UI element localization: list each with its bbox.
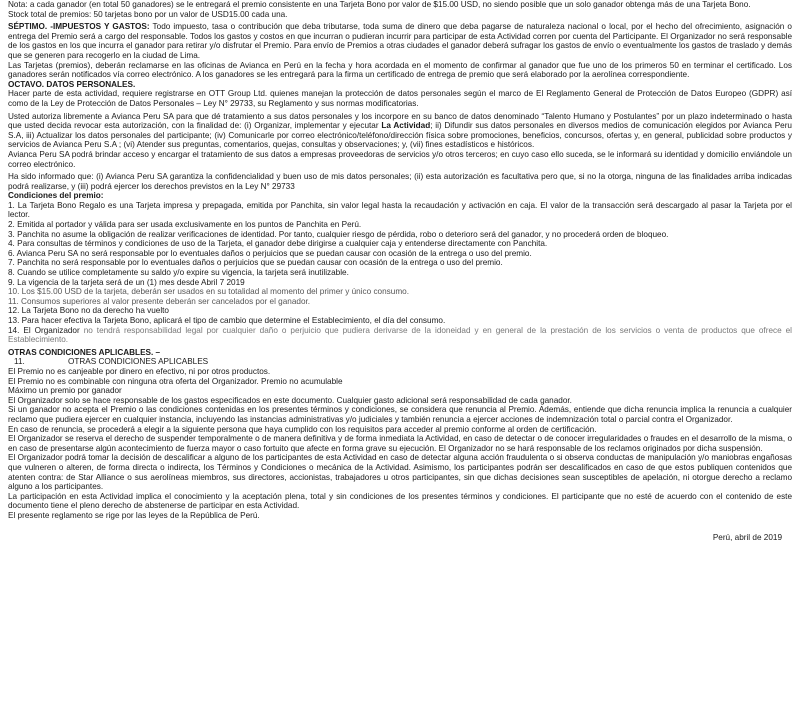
line-canjeable: El Premio no es canjeable por dinero en efectivo, ni por otros productos. (8, 366, 271, 376)
paragraph-suspender: El Organizador se reserva el derecho de suspender temporalmente o de manera definitiva y de forma inmediata la Actividad, en caso de detectar o de conocer irregularidades o fraudes en el desarrollo de la misma, o en caso de presentarse algún acontecimiento de fuerza mayor o caso fortuito que afecte en forma grave su ejecución. El Organizador no se hará responsable de los reclamos originados por dicha suspensión. (8, 434, 792, 453)
paragraph-informado: Ha sido informado que: (i) Avianca Peru SA garantiza la confidencialidad y buen uso de mis datos personales; (ii) esta autorización es facultativa pero que, si no la otorga, ninguna de las finalidades arriba indicadas podrá realizarse, y (iii) podrá ejercer los derechos previstos en la Ley N° 29733 (8, 172, 792, 191)
line-maximo: Máximo un premio por ganador (8, 386, 122, 396)
paragraph-caso-renuncia: En caso de renuncia, se procederá a elegir a la siguiente persona que haya cumplido con los requisitos para acceder al premio conforme al orden de certificación. (8, 424, 597, 434)
signature-date: Perú, abril de 2019 (712, 533, 782, 543)
line-gastos: El Organizador solo se hace responsable de los gastos especificados en este documento. Cualquier gasto adicional será responsabilidad de cada ganador. (8, 395, 572, 405)
condition-item-7: 7. Panchita no será responsable por lo eventuales daños o perjuicios que se puedan causar con ocasión de la entrega o uso del premio. (8, 258, 503, 268)
autorizacion-text-1: Usted autoriza libremente a Avianca Peru SA para que dé tratamiento a sus datos personales y los incorpore en su banco de datos denominado “Talento Humano y Postulantes” por un plazo indeterminado o hasta que usted decida revocar esta autorización, con la finalidad de: (i) Organizar, implementar y ejecutar (8, 111, 792, 131)
paragraph-acceso-terceros: Avianca Peru SA podrá brindar acceso y encargar el tratamiento de sus datos a empresas proveedoras de servicios y/o otros terceros; en cuyo caso ello suceda, se le informará su identidad y domicilio enviándole un correo electrónico. (8, 149, 792, 169)
condition-item-13: 13. Para hacer efectiva la Tarjeta Bono, aplicará el tipo de cambio que determine el Establecimiento, el día del consumo. (8, 316, 446, 325)
paragraph-autorizacion (8, 112, 792, 150)
paragraph-descalificar: El Organizador podrá tomar la decisión de descalificar a alguno de los participantes de esta Actividad en caso de detectar alguna acción fraudulenta o si observa conductas de manipulación y/o maniobras engañosas que vulneren o alteren, de forma directa o indirecta, los Términos y Condiciones o mecánica de la Actividad. Asimismo, los participantes podrán ser descalificados en caso de que estos publiquen contenidos que atenten contra: de Star Alliance o sus aerolíneas miembros, sus directores, accionistas, trabajadores u otros participantes, sin que dichas decisiones sean susceptibles de apelación, ni otorgue derecho a reclamo alguno a los participantes. (8, 453, 792, 492)
condition-item-10: 10. Los $15.00 USD de la tarjeta, deberán ser usados en su totalidad al momento del primer y único consumo. (8, 287, 409, 297)
paragraph-tarjetas: Las Tarjetas (premios), deberán reclamarse en las oficinas de Avianca en Perú en la fecha y hora acordada en el momento de confirmar al ganador que fue uno de los primeros 50 en terminar el certificado. Los ganadores serán notificados vía correo electrónico. A los ganadores se les entregará para la firma un certificado de entrega de premio que será elaborado por la aerolínea correspondiente. (8, 60, 792, 80)
condition-item-8: 8. Cuando se utilice completamente su saldo y/o expire su vigencia, la tarjeta será inutilizable. (8, 268, 349, 278)
paragraph-participacion: La participación en esta Actividad implica el conocimiento y la aceptación plena, total y sin condiciones de los presentes términos y condiciones. El participante que no esté de acuerdo con el contenido de este documento tiene el pleno derecho de abstenerse de participar en esta Actividad. (8, 491, 792, 511)
heading-octavo: OCTAVO. DATOS PERSONALES. (8, 79, 136, 89)
line-combinable: El Premio no es combinable con ninguna otra oferta del Organizador. Premio no acumulable (8, 376, 343, 386)
condition-item-2: 2. Emitida al portador y válida para ser usada exclusivamente en los puntos de Panchita en Perú. (8, 220, 362, 230)
otras-number: 11. (14, 357, 25, 367)
paragraph-hacer-parte: Hacer parte de esta actividad, requiere registrarse en OTT Group Ltd. quienes manejan la protección de datos personales según el marco de El Reglamento General de Protección de Datos Europeo (GDPR) así como de la Ley de Protección de Datos Personales – Ley N° 29733, su Reglamento y sus normas modificatorias. (8, 89, 792, 108)
item14-lead: 14. El Organizador (8, 325, 84, 335)
condition-item-14 (8, 326, 792, 345)
paragraph-stock: Stock total de premios: 50 tarjetas bono por un valor de USD15.00 cada una. (8, 9, 288, 19)
heading-condiciones: Condiciones del premio: (8, 191, 104, 201)
condition-item-3: 3. Panchita no asume la obligación de realizar verificaciones de identidad. Por tanto, cualquier riesgo de pérdida, robo o deterioro será del ganador, y no procederá orden de bloqueo. (8, 229, 669, 239)
autorizacion-actividad: La Actividad (381, 121, 431, 131)
paragraph-nota: Nota: a cada ganador (en total 50 ganadores) se le entregará el premio consistente en una Tarjeta Bono por valor de $15.00 USD, no siendo posible que un solo ganador obtenga más de una Tarjeta Bono. (8, 0, 751, 9)
subheading-otras-condiciones (8, 357, 792, 367)
condition-item-4: 4. Para consultas de términos y condiciones de uso de la Tarjeta, el ganador debe dirigirse a cualquier caja y entenderse directamente con Panchita. (8, 239, 548, 249)
section-septimo (8, 22, 792, 60)
condition-item-6: 6. Avianca Peru SA no será responsable por lo eventuales daños o perjuicios que se puedan causar con ocasión de la entrega o uso del premio. (8, 248, 532, 258)
condition-item-9: 9. La vigencia de la tarjeta será de un (1) mes desde Abril 7 2019 (8, 277, 245, 287)
condition-item-12: 12. La Tarjeta Bono no da derecho ha vuelto (8, 306, 169, 316)
heading-septimo: SÉPTIMO. -IMPUESTOS Y GASTOS: (8, 22, 150, 32)
condition-item-11: 11. Consumos superiores al valor presente deberán ser cancelados por el ganador. (8, 296, 311, 306)
heading-otras-condiciones: OTRAS CONDICIONES APLICABLES. – (8, 347, 161, 357)
paragraph-reglamento: El presente reglamento se rige por las leyes de la República de Perú. (8, 510, 260, 520)
autorizacion-text-2: ; ii) Difundir sus datos personales en diversos medios de comunicación elegidos por Avianca Peru S.A, iii) Actualizar los datos personales del participante; (iv) Comunicarle por correo electrónico/teléfono/dirección física sobre promociones, beneficios, concursos, ofertas y, en general, publicidad sobre productos y servicios de Avianca Peru S.A ; (vi) Atender sus preguntas, comentarios, quejas, consultas y observaciones; y, (vii) fines estadísticos e históricos. (8, 121, 792, 150)
paragraph-renuncia: Si un ganador no acepta el Premio o las condiciones contenidas en los presentes términos y condiciones, se considera que renuncia al Premio. Además, entiende que dicha renuncia implica la renuncia a cualquier reclamo que pudiera ejercer en cualquier instancia, incluyendo las instancias administrativas y/o judiciales y también renuncia a ejercer acciones de indemnización total o parcial contra el Organizador. (8, 405, 792, 424)
septimo-text: Todo impuesto, tasa o contribución que deba tributarse, toda suma de dinero que deba pagarse de naturaleza nacional o local, por el hecho del ofrecimiento, asignación o entrega del Premio será a cargo del responsable. Todos los gastos y costos en que incurran o pudieran incurrir para participar de esta Actividad corren por cuenta del Participante. El Organizador no será responsable de los gastos en los que incurra el ganador para retirar y/o disfrutar el Premio. Para envío de Premios a otras ciudades el ganador deberá sufragar los gastos de envío o eventualmente los gastos de traslado y demás que se generen para recogerlo en la ciudad de Lima. (8, 22, 792, 60)
otras-subtitle: OTRAS CONDICIONES APLICABLES (68, 357, 209, 367)
item14-text: no tendrá responsabilidad legal por cualquier daño o perjuicio que pudiera derivarse de la idoneidad y en general de la prestación de los servicios o venta de productos que ofrece el Establecimiento. (8, 325, 793, 345)
condition-item-1: 1. La Tarjeta Bono Regalo es una Tarjeta impresa y prepagada, emitida por Panchita, sin valor legal hasta la recaudación y activación en caja. El valor de la transacción será descargado al pasar la Tarjeta por el lector. (8, 200, 792, 220)
